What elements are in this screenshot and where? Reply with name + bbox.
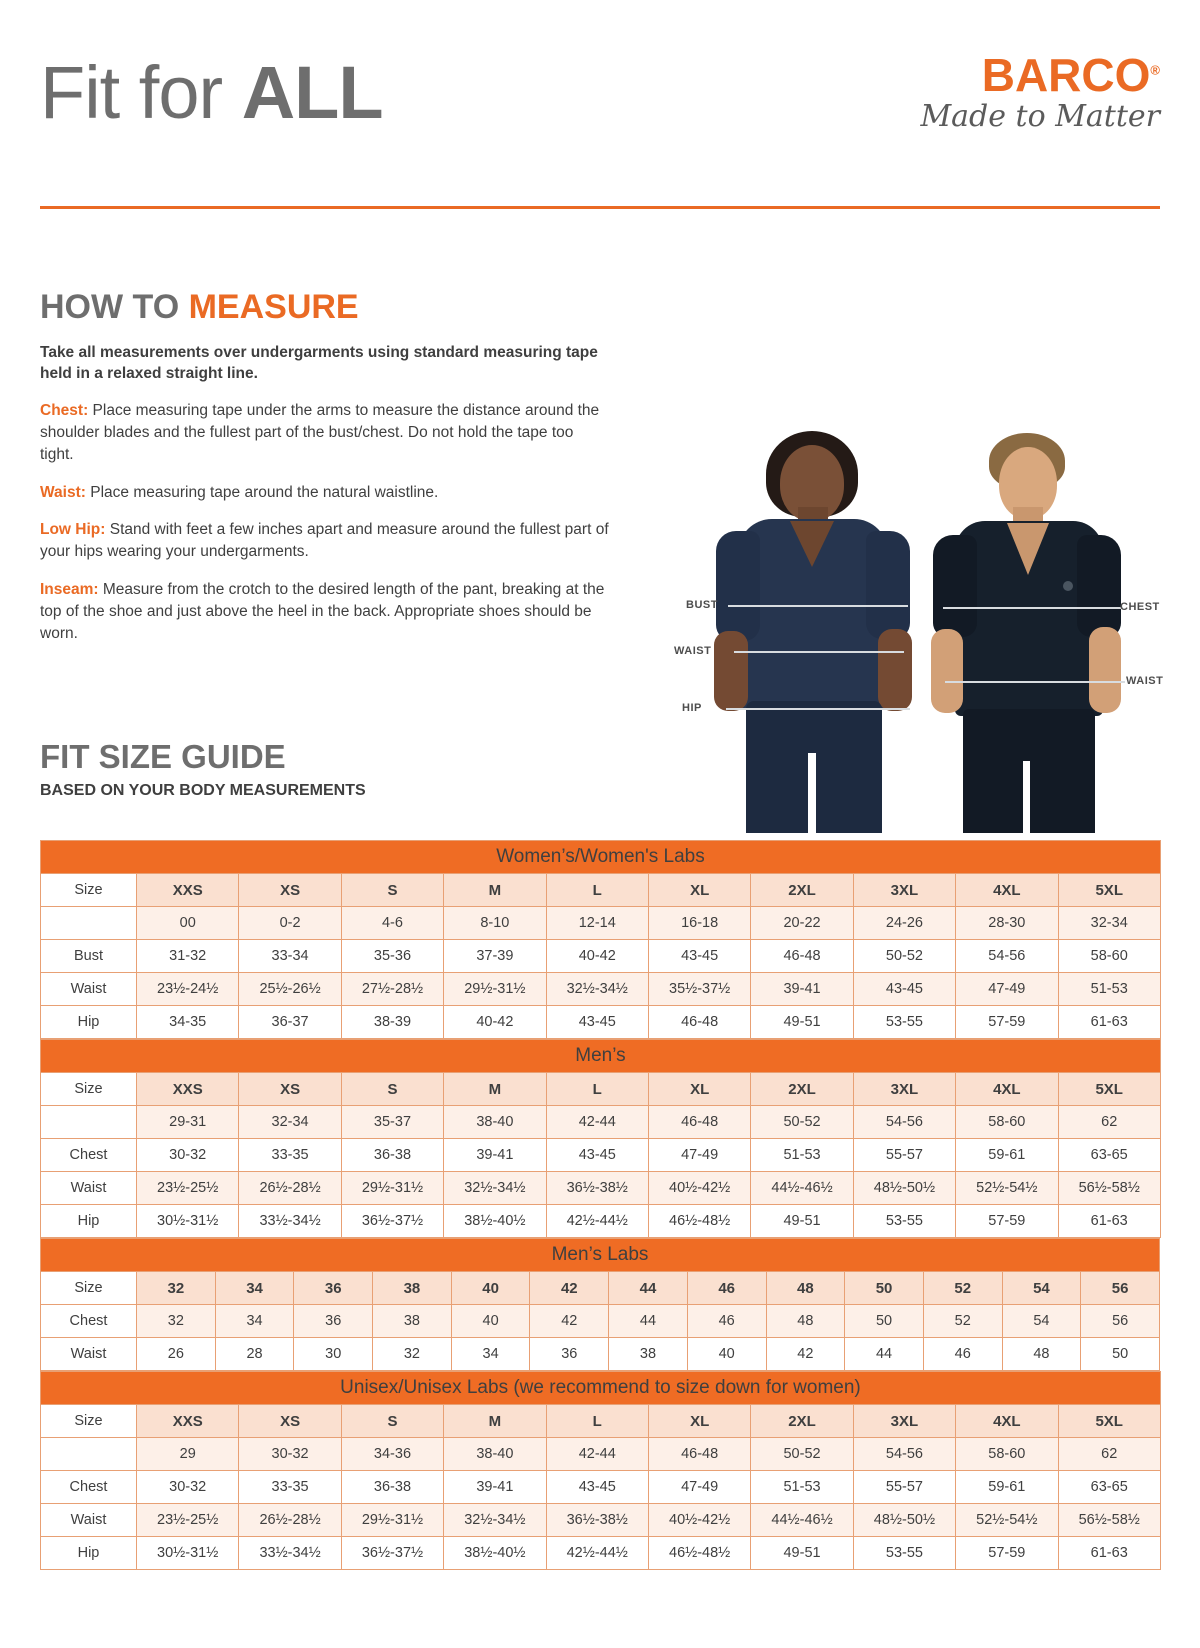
female-sleeve-right: [866, 531, 910, 639]
size-cell: 40: [451, 1272, 530, 1305]
numeric-row-label: [41, 907, 137, 940]
size-cell: 34: [215, 1272, 294, 1305]
measure-cell: 49-51: [751, 1537, 853, 1570]
numeric-cell: 35-37: [341, 1106, 443, 1139]
row-label: Waist: [41, 1504, 137, 1537]
numeric-cell: 62: [1058, 1438, 1160, 1471]
measure-cell: 49-51: [751, 1205, 853, 1238]
measure-cell: 36-37: [239, 1006, 341, 1039]
measure-cell: 30-32: [137, 1139, 239, 1172]
numeric-row-label: [41, 1106, 137, 1139]
numeric-cell: 20-22: [751, 907, 853, 940]
numeric-cell: 30-32: [239, 1438, 341, 1471]
size-cell: 3XL: [853, 874, 955, 907]
band-label-mens: Men’s: [41, 1040, 1161, 1073]
numeric-cell: 58-60: [956, 1438, 1058, 1471]
band-label-womens: Women’s/Women's Labs: [41, 841, 1161, 874]
numeric-cell: 0-2: [239, 907, 341, 940]
measure-cell: 42½-44½: [546, 1537, 648, 1570]
model-illustration: [674, 433, 1164, 833]
numeric-cell: 46-48: [648, 1438, 750, 1471]
male-chest-pocket: [1063, 581, 1073, 591]
hip-measure-line: [726, 708, 910, 710]
row-label: Chest: [41, 1471, 137, 1504]
measure-cell: 51-53: [1058, 973, 1160, 1006]
measure-cell: 31-32: [137, 940, 239, 973]
measure-term-waist: Waist:: [40, 483, 86, 501]
measure-cell: 52: [923, 1305, 1002, 1338]
measure-cell: 56½-58½: [1058, 1172, 1160, 1205]
size-cell: 3XL: [853, 1405, 955, 1438]
size-cell: M: [444, 1073, 546, 1106]
waist-label-female: WAIST: [674, 645, 712, 657]
measure-cell: 44½-46½: [751, 1504, 853, 1537]
measure-cell: 46: [923, 1338, 1002, 1371]
size-cell: 2XL: [751, 874, 853, 907]
table-row: [41, 1305, 1160, 1338]
size-cell: 5XL: [1058, 874, 1160, 907]
unisex-size-table: [40, 1371, 1161, 1570]
size-cell: 38: [373, 1272, 452, 1305]
measure-cell: 34: [215, 1305, 294, 1338]
table-row: [41, 874, 1161, 907]
numeric-cell: 12-14: [546, 907, 648, 940]
size-label: Size: [41, 1073, 137, 1106]
measure-cell: 33-35: [239, 1471, 341, 1504]
measure-cell: 28: [215, 1338, 294, 1371]
table-row: [41, 973, 1161, 1006]
size-cell: 56: [1081, 1272, 1160, 1305]
measure-cell: 34: [451, 1338, 530, 1371]
size-cell: 4XL: [956, 874, 1058, 907]
male-arm-right: [1089, 627, 1121, 713]
numeric-cell: 29: [137, 1438, 239, 1471]
size-cell: 46: [687, 1272, 766, 1305]
measure-cell: 44½-46½: [751, 1172, 853, 1205]
size-cell: 44: [609, 1272, 688, 1305]
measure-cell: 56½-58½: [1058, 1504, 1160, 1537]
male-model-image: [925, 431, 1135, 833]
table-row: [41, 1272, 1160, 1305]
table-row: [41, 1338, 1160, 1371]
row-label: Waist: [41, 973, 137, 1006]
waist-measure-line: [734, 651, 904, 653]
measure-cell: 40-42: [546, 940, 648, 973]
measure-cell: 29½-31½: [341, 1504, 443, 1537]
measure-cell: 30: [294, 1338, 373, 1371]
measure-cell: 32: [137, 1305, 216, 1338]
size-guide-page: [0, 48, 1200, 1648]
row-label: Bust: [41, 940, 137, 973]
measure-cell: 42: [766, 1338, 845, 1371]
measure-cell: 36-38: [341, 1471, 443, 1504]
female-model-image: [710, 431, 920, 833]
measure-cell: 29½-31½: [444, 973, 546, 1006]
how-to-measure-lede: Take all measurements over undergarments using standard measuring tape held in a relaxed straight line.: [40, 344, 598, 382]
numeric-cell: 46-48: [648, 1106, 750, 1139]
measure-cell: 37-39: [444, 940, 546, 973]
numeric-cell: 4-6: [341, 907, 443, 940]
measure-cell: 43-45: [546, 1471, 648, 1504]
measure-cell: 32½-34½: [546, 973, 648, 1006]
mens-labs-size-table: [40, 1238, 1160, 1371]
measure-cell: 39-41: [444, 1139, 546, 1172]
row-label: Waist: [41, 1172, 137, 1205]
header-divider: [40, 206, 1160, 209]
numeric-cell: 00: [137, 907, 239, 940]
measure-cell: 33-35: [239, 1139, 341, 1172]
numeric-cell: 8-10: [444, 907, 546, 940]
size-cell: M: [444, 1405, 546, 1438]
table-row: [41, 1172, 1161, 1205]
waist-measure-line-male: [945, 681, 1125, 683]
page-header: [40, 48, 1160, 158]
page-title-light: Fit for: [40, 51, 242, 134]
size-cell: L: [546, 1405, 648, 1438]
measure-cell: 23½-25½: [137, 1504, 239, 1537]
numeric-cell: 58-60: [956, 1106, 1058, 1139]
size-cell: 5XL: [1058, 1405, 1160, 1438]
measure-cell: 33½-34½: [239, 1205, 341, 1238]
table-row: [41, 1537, 1161, 1570]
measure-cell: 43-45: [546, 1139, 648, 1172]
measure-cell: 30-32: [137, 1471, 239, 1504]
measure-cell: 23½-24½: [137, 973, 239, 1006]
size-cell: L: [546, 874, 648, 907]
size-cell: 2XL: [751, 1405, 853, 1438]
numeric-cell: 62: [1058, 1106, 1160, 1139]
measure-cell: 53-55: [853, 1006, 955, 1039]
row-label: Hip: [41, 1205, 137, 1238]
brand-logo: [920, 49, 1160, 134]
measure-cell: 42½-44½: [546, 1205, 648, 1238]
table-row: [41, 1504, 1161, 1537]
size-cell: M: [444, 874, 546, 907]
size-cell: S: [341, 1405, 443, 1438]
measure-cell: 54: [1002, 1305, 1081, 1338]
table-row: [41, 1471, 1161, 1504]
measure-cell: 34-35: [137, 1006, 239, 1039]
measure-item-waist: [40, 482, 610, 504]
measure-cell: 36-38: [341, 1139, 443, 1172]
size-cell: 3XL: [853, 1073, 955, 1106]
size-cell: 32: [137, 1272, 216, 1305]
measure-cell: 43-45: [648, 940, 750, 973]
measure-cell: 36½-37½: [341, 1205, 443, 1238]
numeric-cell: 28-30: [956, 907, 1058, 940]
male-arm-left: [931, 629, 963, 713]
heading-plain: HOW TO: [40, 288, 189, 326]
measure-cell: 40: [451, 1305, 530, 1338]
measure-cell: 63-65: [1058, 1471, 1160, 1504]
male-pant-gap: [1023, 761, 1030, 833]
female-arm-right: [878, 629, 912, 711]
measure-cell: 40½-42½: [648, 1172, 750, 1205]
measure-cell: 23½-25½: [137, 1172, 239, 1205]
measure-cell: 59-61: [956, 1139, 1058, 1172]
measure-cell: 59-61: [956, 1471, 1058, 1504]
measure-cell: 39-41: [444, 1471, 546, 1504]
measure-cell: 50-52: [853, 940, 955, 973]
measure-cell: 48½-50½: [853, 1172, 955, 1205]
bust-measure-line: [728, 605, 908, 607]
table-row: [41, 1139, 1161, 1172]
table-row: [41, 1006, 1161, 1039]
measure-cell: 50: [845, 1305, 924, 1338]
fit-size-guide-title: FIT SIZE GUIDE: [40, 738, 286, 775]
numeric-row-label: [41, 1438, 137, 1471]
size-label: Size: [41, 1405, 137, 1438]
table-band-womens: [41, 841, 1161, 874]
size-cell: 50: [845, 1272, 924, 1305]
measure-cell: 42: [530, 1305, 609, 1338]
table-row: [41, 907, 1161, 940]
measure-text-inseam: Measure from the crotch to the desired length of the pant, breaking at the top of the shoe and just above the heel in the back. Appropriate shoes should be worn.: [40, 580, 605, 642]
measure-cell: 36½-38½: [546, 1504, 648, 1537]
measure-term-low-hip: Low Hip:: [40, 521, 106, 539]
hip-label: HIP: [682, 702, 702, 714]
chest-measure-line: [943, 607, 1123, 609]
measure-cell: 30½-31½: [137, 1205, 239, 1238]
measure-term-inseam: Inseam:: [40, 580, 99, 598]
size-cell: 42: [530, 1272, 609, 1305]
measure-cell: 63-65: [1058, 1139, 1160, 1172]
fit-size-guide-header: [40, 738, 640, 800]
numeric-cell: 54-56: [853, 1106, 955, 1139]
measure-cell: 35½-37½: [648, 973, 750, 1006]
fit-size-guide-subtitle: BASED ON YOUR BODY MEASUREMENTS: [40, 782, 366, 799]
size-cell: XXS: [137, 874, 239, 907]
size-cell: 4XL: [956, 1073, 1058, 1106]
page-title: [40, 51, 383, 134]
measure-cell: 50: [1081, 1338, 1160, 1371]
measure-item-inseam: [40, 579, 610, 645]
bust-label: BUST: [686, 599, 718, 611]
measure-cell: 44: [845, 1338, 924, 1371]
measure-cell: 53-55: [853, 1205, 955, 1238]
row-label: Chest: [41, 1139, 137, 1172]
measure-cell: 44: [609, 1305, 688, 1338]
numeric-cell: 32-34: [239, 1106, 341, 1139]
numeric-cell: 54-56: [853, 1438, 955, 1471]
size-cell: S: [341, 1073, 443, 1106]
measure-cell: 26½-28½: [239, 1504, 341, 1537]
measure-cell: 36½-37½: [341, 1537, 443, 1570]
table-band-mens-labs: [41, 1239, 1160, 1272]
measure-cell: 40½-42½: [648, 1504, 750, 1537]
female-arm-left: [714, 631, 748, 711]
male-sleeve-left: [933, 535, 977, 637]
measure-cell: 46½-48½: [648, 1205, 750, 1238]
size-cell: 54: [1002, 1272, 1081, 1305]
measure-cell: 54-56: [956, 940, 1058, 973]
brand-tagline: Made to Matter: [920, 99, 1160, 134]
measure-cell: 38: [609, 1338, 688, 1371]
measure-cell: 57-59: [956, 1205, 1058, 1238]
size-cell: 48: [766, 1272, 845, 1305]
size-cell: 5XL: [1058, 1073, 1160, 1106]
table-row: [41, 1438, 1161, 1471]
row-label: Hip: [41, 1006, 137, 1039]
table-row: [41, 1405, 1161, 1438]
size-cell: 52: [923, 1272, 1002, 1305]
size-label: Size: [41, 874, 137, 907]
size-cell: XL: [648, 1073, 750, 1106]
brand-name: [981, 49, 1160, 101]
size-cell: S: [341, 874, 443, 907]
numeric-cell: 50-52: [751, 1106, 853, 1139]
measure-cell: 55-57: [853, 1471, 955, 1504]
size-cell: XS: [239, 1405, 341, 1438]
measure-cell: 52½-54½: [956, 1172, 1058, 1205]
measure-cell: 46: [687, 1305, 766, 1338]
measure-cell: 47-49: [648, 1139, 750, 1172]
size-cell: XS: [239, 874, 341, 907]
numeric-cell: 38-40: [444, 1106, 546, 1139]
numeric-cell: 29-31: [137, 1106, 239, 1139]
measure-cell: 47-49: [956, 973, 1058, 1006]
size-tables: [40, 840, 1160, 1570]
table-band-mens: [41, 1040, 1161, 1073]
size-cell: XL: [648, 874, 750, 907]
measure-cell: 58-60: [1058, 940, 1160, 973]
measure-cell: 49-51: [751, 1006, 853, 1039]
numeric-cell: 42-44: [546, 1438, 648, 1471]
measure-cell: 38-39: [341, 1006, 443, 1039]
measure-cell: 32½-34½: [444, 1172, 546, 1205]
numeric-cell: 34-36: [341, 1438, 443, 1471]
female-sleeve-left: [716, 531, 760, 641]
measure-text-waist: Place measuring tape around the natural waistline.: [85, 483, 439, 501]
measure-item-low-hip: [40, 519, 610, 563]
size-cell: L: [546, 1073, 648, 1106]
measure-cell: 40: [687, 1338, 766, 1371]
measure-cell: 29½-31½: [341, 1172, 443, 1205]
measure-cell: 40-42: [444, 1006, 546, 1039]
how-to-measure-heading: [40, 288, 640, 327]
table-row: [41, 1106, 1161, 1139]
measure-cell: 36: [294, 1305, 373, 1338]
measure-cell: 48: [766, 1305, 845, 1338]
measure-cell: 33-34: [239, 940, 341, 973]
measure-cell: 61-63: [1058, 1006, 1160, 1039]
womens-size-table: [40, 840, 1161, 1039]
measure-cell: 51-53: [751, 1471, 853, 1504]
measure-cell: 25½-26½: [239, 973, 341, 1006]
measure-cell: 47-49: [648, 1471, 750, 1504]
measure-cell: 48: [1002, 1338, 1081, 1371]
table-row: [41, 940, 1161, 973]
male-sleeve-right: [1077, 535, 1121, 637]
numeric-cell: 24-26: [853, 907, 955, 940]
measure-cell: 53-55: [853, 1537, 955, 1570]
registered-mark-icon: ®: [1150, 62, 1160, 78]
size-cell: XL: [648, 1405, 750, 1438]
band-label-mens-labs: Men’s Labs: [41, 1239, 1160, 1272]
measure-cell: 51-53: [751, 1139, 853, 1172]
numeric-cell: 38-40: [444, 1438, 546, 1471]
measure-cell: 26: [137, 1338, 216, 1371]
measure-cell: 35-36: [341, 940, 443, 973]
measure-term-chest: Chest:: [40, 402, 89, 420]
measure-cell: 52½-54½: [956, 1504, 1058, 1537]
row-label: Waist: [41, 1338, 137, 1371]
measure-cell: 57-59: [956, 1006, 1058, 1039]
size-cell: 4XL: [956, 1405, 1058, 1438]
measure-cell: 26½-28½: [239, 1172, 341, 1205]
measure-cell: 33½-34½: [239, 1537, 341, 1570]
row-label: Chest: [41, 1305, 137, 1338]
measure-cell: 43-45: [546, 1006, 648, 1039]
measure-text-low-hip: Stand with feet a few inches apart and measure around the fullest part of your hips wearing your undergarments.: [40, 521, 609, 561]
measure-cell: 61-63: [1058, 1205, 1160, 1238]
size-cell: XS: [239, 1073, 341, 1106]
measure-cell: 27½-28½: [341, 973, 443, 1006]
measure-cell: 61-63: [1058, 1537, 1160, 1570]
size-cell: XXS: [137, 1405, 239, 1438]
row-label: Hip: [41, 1537, 137, 1570]
band-label-unisex: Unisex/Unisex Labs (we recommend to size down for women): [41, 1372, 1161, 1405]
measure-cell: 32½-34½: [444, 1504, 546, 1537]
chest-label: CHEST: [1120, 601, 1160, 613]
brand-name-text: BARCO: [981, 49, 1151, 101]
measure-cell: 48½-50½: [853, 1504, 955, 1537]
measure-cell: 38½-40½: [444, 1537, 546, 1570]
measure-cell: 38½-40½: [444, 1205, 546, 1238]
measure-cell: 38: [373, 1305, 452, 1338]
table-row: [41, 1205, 1161, 1238]
female-pant-gap: [808, 753, 816, 833]
size-cell: 36: [294, 1272, 373, 1305]
measure-cell: 46-48: [648, 1006, 750, 1039]
numeric-cell: 32-34: [1058, 907, 1160, 940]
mens-size-table: [40, 1039, 1161, 1238]
measure-item-chest: [40, 400, 610, 466]
waist-label-male: WAIST: [1126, 675, 1164, 687]
measure-text-chest: Place measuring tape under the arms to measure the distance around the shoulder blades and the fullest part of the bust/chest. Do not hold the tape too tight.: [40, 402, 600, 464]
measure-cell: 43-45: [853, 973, 955, 1006]
numeric-cell: 16-18: [648, 907, 750, 940]
table-row: [41, 1073, 1161, 1106]
measure-cell: 36½-38½: [546, 1172, 648, 1205]
how-to-measure-section: [40, 288, 640, 658]
measure-cell: 46½-48½: [648, 1537, 750, 1570]
measure-cell: 55-57: [853, 1139, 955, 1172]
measure-cell: 32: [373, 1338, 452, 1371]
numeric-cell: 50-52: [751, 1438, 853, 1471]
size-cell: 2XL: [751, 1073, 853, 1106]
measure-cell: 57-59: [956, 1537, 1058, 1570]
measure-cell: 39-41: [751, 973, 853, 1006]
size-cell: XXS: [137, 1073, 239, 1106]
measure-cell: 30½-31½: [137, 1537, 239, 1570]
table-band-unisex: [41, 1372, 1161, 1405]
heading-accent: MEASURE: [188, 288, 359, 326]
page-title-bold: ALL: [241, 51, 383, 134]
measure-cell: 46-48: [751, 940, 853, 973]
measure-cell: 56: [1081, 1305, 1160, 1338]
measure-cell: 36: [530, 1338, 609, 1371]
size-label: Size: [41, 1272, 137, 1305]
numeric-cell: 42-44: [546, 1106, 648, 1139]
